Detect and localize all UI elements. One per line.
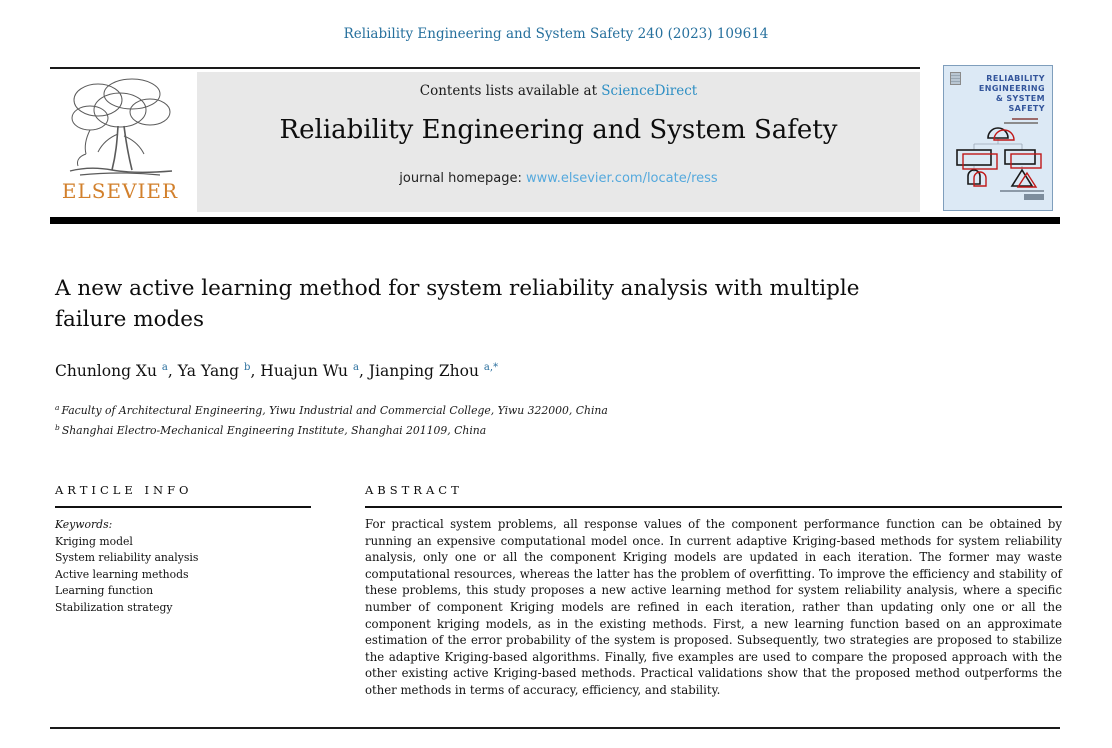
author-list xyxy=(55,362,498,380)
author: Huajun Wu $^a$, xyxy=(260,362,369,380)
cover-title-line: SAFETY xyxy=(1008,104,1045,113)
journal-reference-line: Reliability Engineering and System Safety 240 (2023) 109614 xyxy=(343,26,769,42)
keyword-item: System reliability analysis xyxy=(55,551,199,565)
keyword-item: Active learning methods xyxy=(55,567,189,581)
author-affil-sup: b xyxy=(244,362,251,373)
keyword-item: Stabilization strategy xyxy=(55,600,173,614)
keyword-item: Learning function xyxy=(55,584,154,598)
contents-prefix: Contents lists available at xyxy=(419,83,602,99)
cover-title-line: ENGINEERING xyxy=(978,84,1045,93)
author: Jianping Zhou $^{a,*}$ xyxy=(368,362,499,380)
elsevier-logo xyxy=(53,74,187,212)
article-title-line: failure modes xyxy=(55,307,205,332)
journal-banner xyxy=(197,72,920,212)
journal-cover-thumbnail xyxy=(943,65,1053,211)
header-thick-divider xyxy=(50,217,1060,224)
elsevier-wordmark: ELSEVIER xyxy=(61,179,179,203)
author-affil-sup: a xyxy=(161,362,168,373)
elsevier-tree-icon xyxy=(60,74,180,178)
top-divider xyxy=(50,67,920,69)
author-affil-sup: a,* xyxy=(483,362,499,373)
sciencedirect-link[interactable]: ScienceDirect xyxy=(601,83,698,99)
homepage-link[interactable]: www.elsevier.com/locate/ress xyxy=(526,171,718,186)
article-title xyxy=(55,273,935,335)
cover-title xyxy=(979,74,1045,114)
article-info-section xyxy=(55,483,311,617)
author: Chunlong Xu $^a$, xyxy=(55,362,178,380)
cover-title-line: RELIABILITY xyxy=(986,74,1045,83)
bottom-divider xyxy=(50,727,1060,729)
article-title-line: A new active learning method for system reliability analysis with multiple xyxy=(55,276,860,301)
cover-editor-text-placeholder xyxy=(1012,118,1038,120)
article-info-rule xyxy=(55,506,311,508)
keyword-item: Kriging model xyxy=(55,534,133,548)
homepage-line xyxy=(197,171,920,186)
journal-title: Reliability Engineering and System Safety xyxy=(279,115,838,145)
affiliation: $^b$ Shanghai Electro-Mechanical Engineering Institute, Shanghai 201109, China xyxy=(55,422,487,437)
author-affil-sup: a xyxy=(352,362,359,373)
cover-title-line: & SYSTEM xyxy=(995,94,1045,103)
abstract-rule xyxy=(365,506,1062,508)
cover-fault-tree-graphic xyxy=(944,124,1052,188)
contents-line xyxy=(197,72,920,99)
article-info-heading: ARTICLE INFO xyxy=(55,483,193,497)
keywords-label: Keywords: xyxy=(55,518,113,531)
homepage-prefix: journal homepage: xyxy=(399,171,526,186)
affiliation-list xyxy=(55,400,608,439)
abstract-text: For practical system problems, all response values of the component performance function can be obtained by running an expensive computational model once. In current adaptive Kriging-based methods for system reliability analysis, only one or all the component Kriging models are updated in each iteration. The former may waste computational resources, whereas the latter has the problem of overfitting. To improve the efficiency and stability of these problems, this study proposes a new active learning method for system reliability analysis, where a specific number of component Kriging models are refined in each iteration, rather than updating only one or all the component kriging models, as in the existing methods. First, a new learning function based on an approximate estimation of the error probability of the system is proposed. Subsequently, two strategies are proposed to stabilize the adaptive Kriging-based algorithms. Finally, five examples are used to compare the proposed approach with the other existing active Kriging-based methods. Practical validations show that the proposed method outperforms the other methods in terms of accuracy, efficiency, and stability. xyxy=(365,517,1062,697)
author: Ya Yang $^b$, xyxy=(177,362,261,380)
abstract-heading: ABSTRACT xyxy=(365,483,463,497)
cover-mini-logo-icon xyxy=(950,72,961,85)
cover-footer-text-placeholder xyxy=(1000,190,1044,192)
affiliation: $^a$ Faculty of Architectural Engineering, Yiwu Industrial and Commercial College, Yiwu 322000, China xyxy=(55,403,608,417)
cover-barcode-placeholder xyxy=(1024,194,1044,200)
abstract-section xyxy=(365,483,1062,699)
